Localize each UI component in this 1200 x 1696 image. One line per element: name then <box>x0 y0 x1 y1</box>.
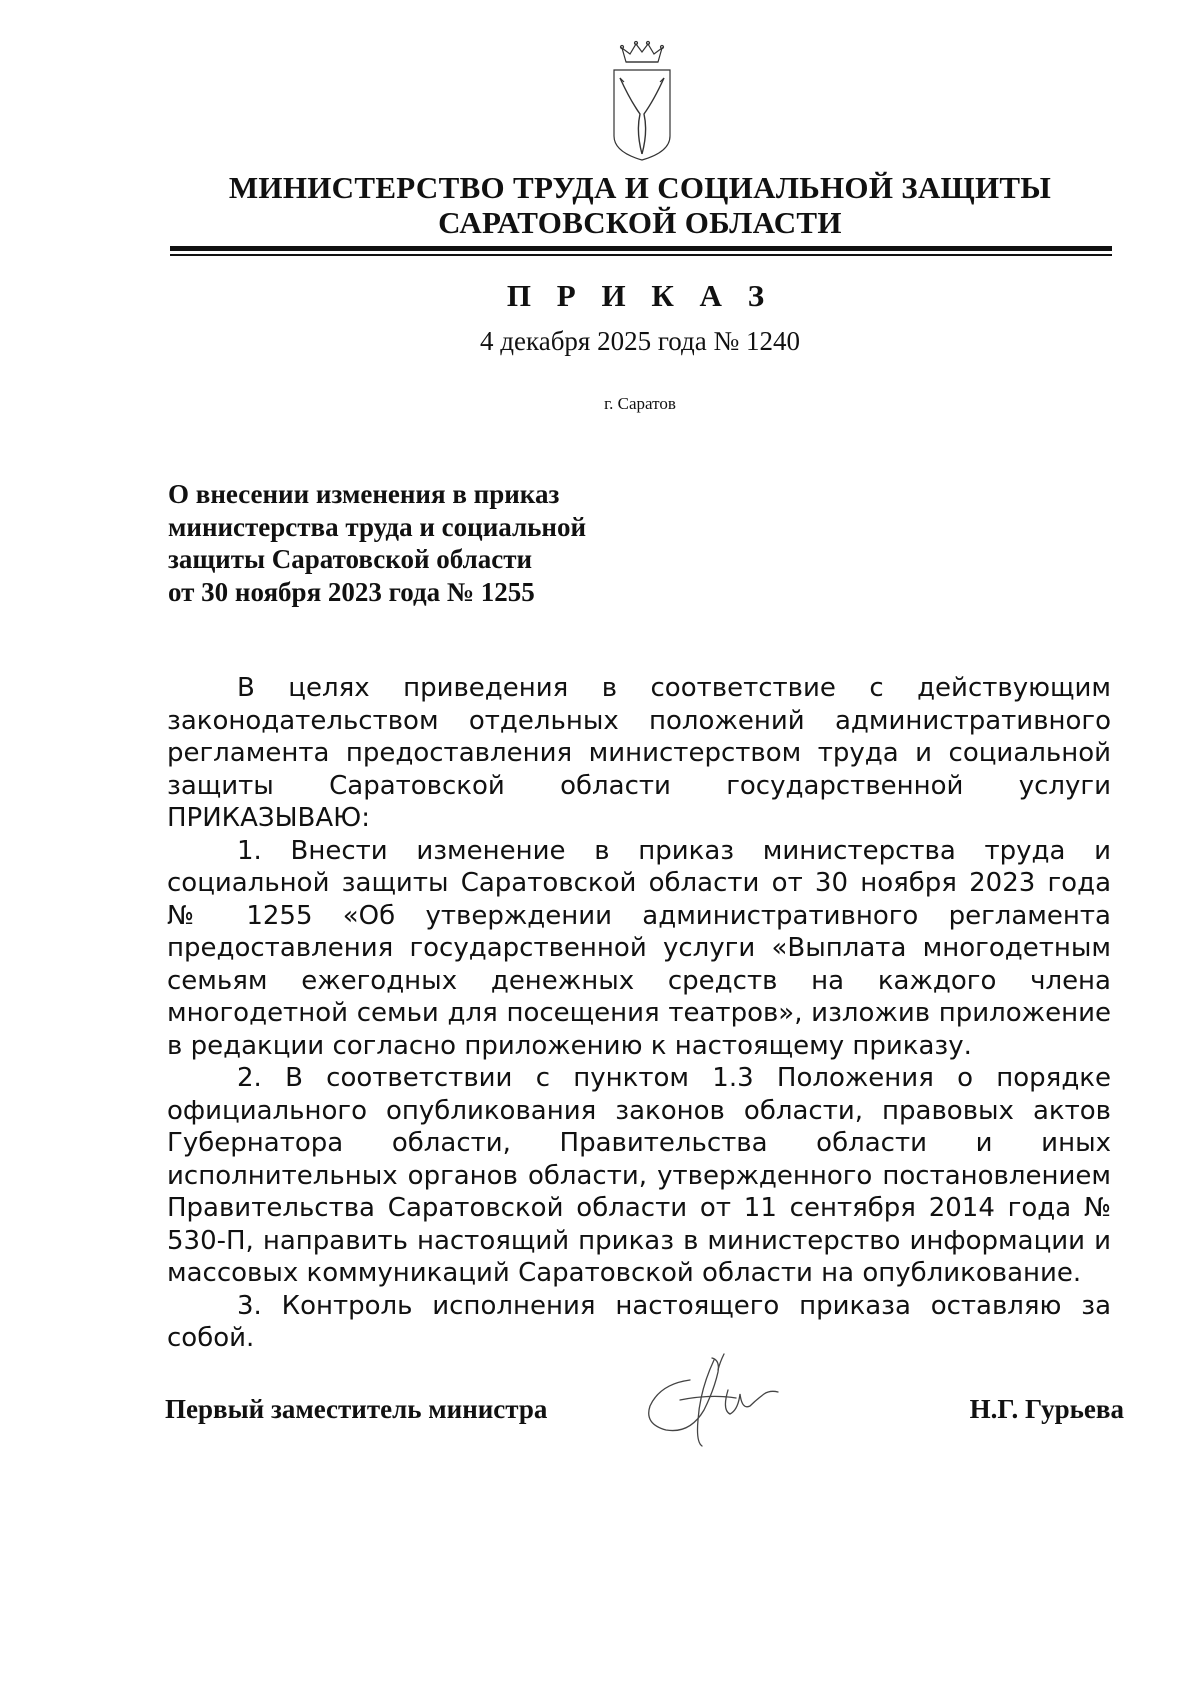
handwritten-signature <box>640 1350 785 1450</box>
header-divider-thick <box>170 246 1112 251</box>
signer-name: Н.Г. Гурьева <box>969 1394 1124 1424</box>
coat-of-arms-emblem <box>606 40 678 164</box>
document-city: г. Саратов <box>604 394 676 413</box>
subject-line: защиты Саратовской области <box>168 544 533 574</box>
ministry-name-line-2: САРАТОВСКОЙ ОБЛАСТИ <box>438 205 842 240</box>
preamble-paragraph: В целях приведения в соответствие с действующим законодательством отдельных положений административного регламента предоставления министерством труда и социальной защиты Саратовской области государственной услуги ПРИКАЗЫВАЮ: <box>167 673 1111 833</box>
document-date-number: 4 декабря 2025 года № 1240 <box>480 326 800 356</box>
clause-2-paragraph: 2. В соответствии с пунктом 1.3 Положения о порядке официального опубликования законов области, правовых актов Губернатора области, Правительства области и иных исполнительных органов области, утвержденного постановлением Правительства Саратовской области от 11 сентября 2014 года № 530-П, направить настоящий приказ в министерство информации и массовых коммуникаций Саратовской области на опубликование. <box>167 1063 1111 1288</box>
order-subject <box>168 478 688 608</box>
document-type-heading: П Р И К А З <box>506 278 774 313</box>
order-body <box>167 672 1111 1355</box>
subject-line: от 30 ноября 2023 года № 1255 <box>168 576 535 607</box>
clause-3-paragraph: 3. Контроль исполнения настоящего приказа оставляю за собой. <box>167 1290 1111 1353</box>
ministry-name-line-1: МИНИСТЕРСТВО ТРУДА И СОЦИАЛЬНОЙ ЗАЩИТЫ <box>228 170 1052 205</box>
subject-line: О внесении изменения в приказ <box>168 479 560 509</box>
header-divider-thin <box>170 254 1112 256</box>
signer-title: Первый заместитель министра <box>165 1394 548 1424</box>
subject-line: министерства труда и социальной <box>168 511 587 542</box>
clause-1-paragraph: 1. Внести изменение в приказ министерства труда и социальной защиты Саратовской области от 30 ноября 2023 года № 1255 «Об утверждении административного регламента предоставления государственной услуги «Выплата многодетным семьям ежегодных денежных средств на каждого члена многодетной семьи для посещения театров», изложив приложение в редакции согласно приложению к настоящему приказу. <box>167 835 1111 1061</box>
